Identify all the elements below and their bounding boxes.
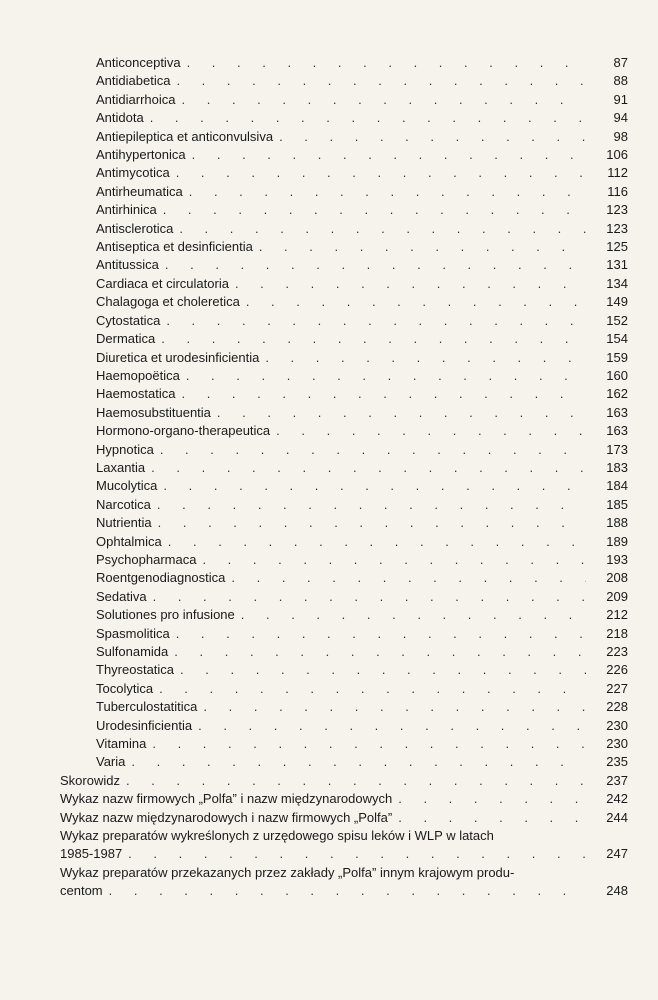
toc-entry-page-number: 189 bbox=[606, 533, 628, 549]
dot-leader bbox=[168, 533, 586, 551]
toc-entry bbox=[60, 164, 628, 182]
toc-entry-label: Antirheumatica bbox=[96, 183, 183, 199]
toc-entry bbox=[60, 128, 628, 146]
toc-entry-label: Antidiarrhoica bbox=[96, 91, 176, 107]
dot-leader bbox=[198, 717, 586, 735]
toc-entry bbox=[60, 404, 628, 422]
dot-leader bbox=[176, 625, 586, 643]
toc-entry-page-number: 162 bbox=[606, 386, 628, 402]
toc-entry bbox=[60, 146, 628, 164]
toc-entry-label: Antimycotica bbox=[96, 165, 170, 181]
toc-entry-label: Antirhinica bbox=[96, 202, 157, 218]
toc-entry bbox=[60, 349, 628, 367]
toc-entry bbox=[60, 330, 628, 348]
toc-entry-page-number: 248 bbox=[606, 883, 628, 899]
toc-entry-page-number: 209 bbox=[606, 588, 628, 604]
toc-entry-label: Vitamina bbox=[96, 736, 147, 752]
toc-entry-page-number: 226 bbox=[606, 662, 628, 678]
toc-entry-page-number: 123 bbox=[606, 202, 628, 218]
toc-entry-page-number: 154 bbox=[606, 331, 628, 347]
toc-entry-page-number: 188 bbox=[606, 515, 628, 531]
toc-entry-page-number: 247 bbox=[606, 846, 628, 862]
dot-leader bbox=[279, 128, 586, 146]
dot-leader bbox=[186, 367, 586, 385]
toc-entry-page-number: 112 bbox=[607, 165, 628, 181]
toc-entry-page-number: 237 bbox=[606, 772, 628, 788]
dot-leader bbox=[131, 753, 586, 771]
toc-entry-page-number: 159 bbox=[606, 349, 628, 365]
toc-entry-page-number: 98 bbox=[613, 128, 628, 144]
toc-entry-label: Antihypertonica bbox=[96, 147, 186, 163]
dot-leader bbox=[180, 661, 586, 679]
toc-entry-page-number: 163 bbox=[606, 423, 628, 439]
toc-entry-page-number: 87 bbox=[613, 55, 628, 70]
dot-leader bbox=[398, 809, 586, 827]
toc-entry bbox=[60, 220, 628, 238]
toc-entry-label: Psychopharmaca bbox=[96, 551, 197, 567]
dot-leader bbox=[163, 477, 586, 495]
toc-entry bbox=[60, 54, 628, 72]
toc-entry bbox=[60, 91, 628, 109]
toc-entry-label: Laxantia bbox=[96, 459, 146, 475]
toc-entry-page-number: 228 bbox=[606, 699, 628, 715]
toc-entry-page-number: 227 bbox=[606, 680, 628, 696]
toc-entry-label: Antidiabetica bbox=[96, 73, 171, 89]
toc-entry-multiline bbox=[60, 864, 628, 901]
toc-entry bbox=[60, 772, 628, 790]
dot-leader bbox=[151, 459, 586, 477]
toc-entry bbox=[60, 680, 628, 698]
toc-entry-page-number: 123 bbox=[606, 220, 628, 236]
toc-entry bbox=[60, 385, 628, 403]
dot-leader bbox=[153, 588, 586, 606]
dot-leader bbox=[152, 735, 586, 753]
toc-entry-label: Tocolytica bbox=[96, 680, 154, 696]
toc-entry-page-number: 193 bbox=[606, 551, 628, 567]
toc-entry-label: Antitussica bbox=[96, 257, 159, 273]
toc-entry bbox=[60, 698, 628, 716]
dot-leader bbox=[181, 385, 586, 403]
toc-entry-label: Wykaz nazw firmowych „Polfa” i nazw międzynarodowych bbox=[60, 791, 393, 807]
toc-entry-page-number: 173 bbox=[606, 441, 628, 457]
toc-entry bbox=[60, 367, 628, 385]
toc-entry-label: Tuberculostatitica bbox=[96, 699, 198, 715]
toc-entry-label: Skorowidz bbox=[60, 772, 120, 788]
toc-entry-label: Varia bbox=[96, 754, 126, 770]
dot-leader bbox=[163, 201, 586, 219]
dot-leader bbox=[109, 882, 586, 900]
dot-leader bbox=[202, 551, 586, 569]
toc-entry-label: Haemostatica bbox=[96, 386, 176, 402]
toc-entry bbox=[60, 588, 628, 606]
toc-entry-label: Dermatica bbox=[96, 331, 156, 347]
toc-entry-label-line1: Wykaz preparatów przekazanych przez zakłady „Polfa” innym krajowym produ- bbox=[60, 864, 515, 880]
dot-leader bbox=[217, 404, 586, 422]
toc-entry-label: Cardiaca et circulatoria bbox=[96, 275, 229, 291]
toc-entry-label: Mucolytica bbox=[96, 478, 158, 494]
toc-entry-page-number: 106 bbox=[606, 147, 628, 163]
toc-entry-page-number: 163 bbox=[606, 404, 628, 420]
dot-leader bbox=[150, 109, 586, 127]
dot-leader bbox=[187, 54, 586, 72]
toc-entry bbox=[60, 496, 628, 514]
toc-entry-page-number: 244 bbox=[606, 809, 628, 825]
toc-entry-page-number: 116 bbox=[607, 183, 628, 199]
toc-entry-page-number: 218 bbox=[606, 625, 628, 641]
toc-entry-label: Hormono-organo-therapeutica bbox=[96, 423, 271, 439]
dot-leader bbox=[241, 606, 586, 624]
toc-entry-label: Antiepileptica et anticonvulsiva bbox=[96, 128, 274, 144]
toc-entry bbox=[60, 293, 628, 311]
toc-entry-multiline bbox=[60, 827, 628, 864]
toc-entry bbox=[60, 514, 628, 532]
dot-leader bbox=[259, 238, 586, 256]
toc-entry-label: Antiseptica et desinficientia bbox=[96, 239, 253, 255]
dot-leader bbox=[189, 183, 586, 201]
toc-entry-page-number: 230 bbox=[606, 717, 628, 733]
toc-entry-page-number: 149 bbox=[606, 294, 628, 310]
toc-entry bbox=[60, 717, 628, 735]
dot-leader bbox=[246, 293, 586, 311]
toc-entry bbox=[60, 256, 628, 274]
dot-leader bbox=[203, 698, 586, 716]
dot-leader bbox=[192, 146, 586, 164]
toc-entry-page-number: 94 bbox=[613, 110, 628, 126]
toc-entry-label-line1: Wykaz preparatów wykreślonych z urzędowego spisu leków i WLP w latach bbox=[60, 828, 494, 844]
dot-leader bbox=[398, 790, 586, 808]
dot-leader bbox=[166, 312, 586, 330]
dot-leader bbox=[182, 91, 587, 109]
toc-entry-page-number: 223 bbox=[606, 644, 628, 659]
toc-entry-label: Haemopoëtica bbox=[96, 367, 180, 383]
dot-leader bbox=[157, 496, 586, 514]
toc-entry-page-number: 91 bbox=[613, 91, 628, 107]
toc-entry-label: Antidota bbox=[96, 110, 144, 126]
toc-entry-page-number: 183 bbox=[606, 459, 628, 475]
dot-leader bbox=[159, 680, 586, 698]
dot-leader bbox=[235, 275, 586, 293]
toc-entry-page-number: 242 bbox=[606, 791, 628, 807]
toc-entry-label: Solutiones pro infusione bbox=[96, 607, 235, 623]
toc-entry bbox=[60, 551, 628, 569]
toc-entry-label: Chalagoga et choleretica bbox=[96, 294, 240, 310]
dot-leader bbox=[160, 441, 586, 459]
toc-entry-label-line2: 1985-1987 bbox=[60, 846, 123, 862]
dot-leader bbox=[179, 220, 586, 238]
toc-entry bbox=[60, 809, 628, 827]
table-of-contents bbox=[60, 54, 628, 901]
toc-entry-label: Diuretica et urodesinficientia bbox=[96, 349, 260, 365]
toc-entry-label: Wykaz nazw międzynarodowych i nazw firmowych „Polfa” bbox=[60, 809, 393, 825]
toc-entry-label: Antisclerotica bbox=[96, 220, 174, 236]
toc-entry-page-number: 134 bbox=[606, 275, 628, 291]
toc-entry-page-number: 212 bbox=[606, 607, 628, 623]
toc-entry bbox=[60, 109, 628, 127]
toc-entry-label: Cytostatica bbox=[96, 312, 161, 328]
toc-entry-page-number: 88 bbox=[613, 73, 628, 89]
toc-entry bbox=[60, 643, 628, 661]
toc-entry bbox=[60, 625, 628, 643]
toc-entry-page-number: 160 bbox=[606, 367, 628, 383]
dot-leader bbox=[265, 349, 586, 367]
toc-entry-page-number: 185 bbox=[606, 496, 628, 512]
toc-entry bbox=[60, 201, 628, 219]
dot-leader bbox=[158, 514, 586, 532]
dot-leader bbox=[231, 569, 586, 587]
toc-entry-label: Sedativa bbox=[96, 588, 147, 604]
toc-entry bbox=[60, 661, 628, 679]
toc-entry bbox=[60, 753, 628, 771]
toc-entry-label: Nutrientia bbox=[96, 515, 152, 531]
toc-entry-label-line2: centom bbox=[60, 883, 103, 899]
toc-entry-label: Anticonceptiva bbox=[96, 55, 181, 70]
toc-entry-label: Sulfonamida bbox=[96, 644, 169, 659]
toc-entry bbox=[60, 238, 628, 256]
toc-entry-label: Roentgenodiagnostica bbox=[96, 570, 226, 586]
toc-entry bbox=[60, 790, 628, 808]
toc-entry-page-number: 230 bbox=[606, 736, 628, 752]
dot-leader bbox=[174, 643, 586, 661]
toc-entry-label: Urodesinficientia bbox=[96, 717, 193, 733]
toc-entry-label: Haemosubstituentia bbox=[96, 404, 211, 420]
toc-entry-page-number: 184 bbox=[606, 478, 628, 494]
toc-entry-label: Hypnotica bbox=[96, 441, 154, 457]
toc-entry-page-number: 131 bbox=[606, 257, 628, 273]
dot-leader bbox=[161, 330, 586, 348]
toc-entry-page-number: 208 bbox=[606, 570, 628, 586]
toc-entry bbox=[60, 735, 628, 753]
toc-entry bbox=[60, 183, 628, 201]
toc-entry-label: Ophtalmica bbox=[96, 533, 162, 549]
toc-entry bbox=[60, 459, 628, 477]
toc-entry bbox=[60, 312, 628, 330]
dot-leader bbox=[176, 164, 586, 182]
toc-entry-page-number: 152 bbox=[606, 312, 628, 328]
toc-entry-page-number: 125 bbox=[606, 239, 628, 255]
dot-leader bbox=[165, 256, 586, 274]
toc-entry-label: Thyreostatica bbox=[96, 662, 175, 678]
toc-entry bbox=[60, 569, 628, 587]
toc-entry-label: Spasmolitica bbox=[96, 625, 170, 641]
dot-leader bbox=[128, 845, 586, 863]
toc-entry bbox=[60, 275, 628, 293]
toc-entry bbox=[60, 441, 628, 459]
toc-entry bbox=[60, 477, 628, 495]
toc-entry bbox=[60, 422, 628, 440]
dot-leader bbox=[126, 772, 586, 790]
toc-entry-page-number: 235 bbox=[606, 754, 628, 770]
dot-leader bbox=[176, 72, 586, 90]
toc-entry bbox=[60, 72, 628, 90]
dot-leader bbox=[276, 422, 586, 440]
toc-entry bbox=[60, 606, 628, 624]
toc-entry-label: Narcotica bbox=[96, 496, 151, 512]
toc-entry bbox=[60, 533, 628, 551]
